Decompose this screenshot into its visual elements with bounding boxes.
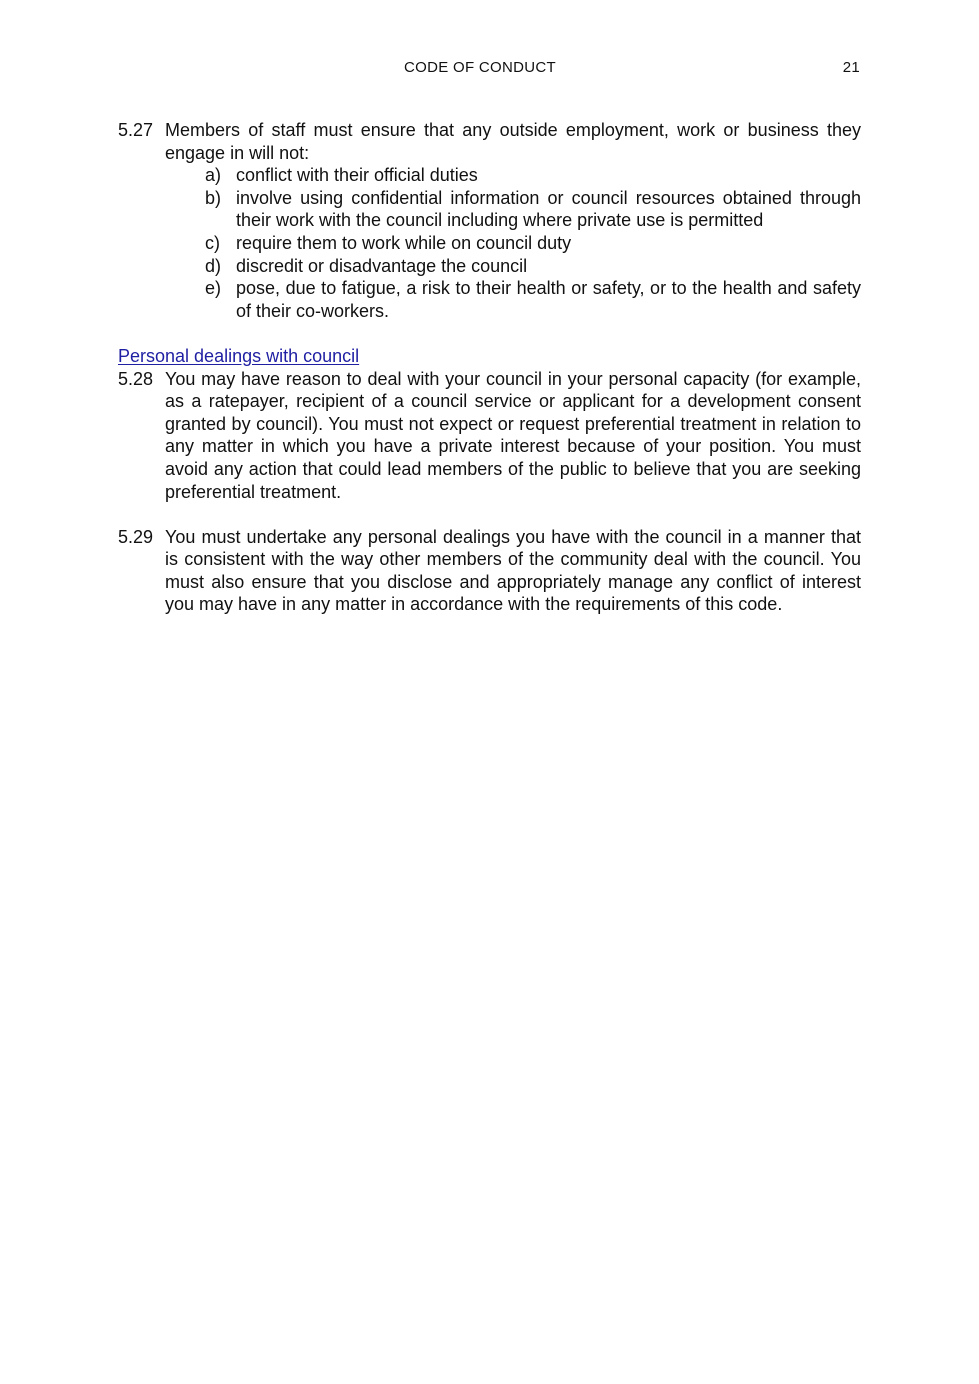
list-item-label: a) (205, 165, 222, 186)
clause-text: You must undertake any personal dealings you have with the council in a manner that is consistent with the way other members of the community deal with the council. You must also ensure that you disclose and appropriately manage any conflict of interest you may have in any matter in accordance with the requirements of this code. (165, 526, 861, 615)
clause-5-27 (118, 119, 861, 322)
list-item-label: b) (205, 187, 222, 208)
clause-body (165, 119, 861, 322)
list-item-label: d) (205, 255, 222, 276)
list-item (205, 232, 861, 255)
clause-text: Members of staff must ensure that any outside employment, work or business they engage in will not: (165, 120, 861, 163)
list-item-text: pose, due to fatigue, a risk to their health or safety, or to the health and safety of their co-workers. (236, 278, 861, 321)
clause-number: 5.27 (118, 120, 154, 140)
list-item-text: conflict with their official duties (236, 165, 478, 186)
spacer (118, 503, 861, 526)
document-title: CODE OF CONDUCT (404, 59, 556, 76)
page-number: 21 (842, 59, 860, 76)
clause-text: You may have reason to deal with your council in your personal capacity (for example, as a ratepayer, recipient of a council service or applicant for a development consent granted by council). You must not expect or request preferential treatment in relation to any matter in which you have a private interest because of your position. You must avoid any action that could lead members of the public to believe that you are seeking preferential treatment. (165, 368, 861, 502)
clause-body (165, 526, 861, 616)
list-item-text: require them to work while on council duty (236, 232, 572, 253)
list-item (205, 255, 861, 278)
spacer (118, 322, 861, 345)
clause-5-29 (118, 526, 861, 616)
list-item-label: c) (205, 232, 220, 253)
clause-number: 5.28 (118, 368, 154, 389)
list-item (205, 164, 861, 187)
list-item-text: discredit or disadvantage the council (236, 255, 528, 276)
running-header (0, 59, 979, 79)
list-item-text: involve using confidential information or council resources obtained through their work with the council including where private use is permitted (236, 187, 861, 231)
clause-body (165, 368, 861, 504)
section-heading: Personal dealings with council (118, 345, 360, 366)
list-item (205, 277, 861, 322)
list-item-label: e) (205, 278, 222, 299)
page-content (118, 119, 861, 616)
sub-item-list (165, 164, 861, 322)
clause-5-28 (118, 368, 861, 504)
clause-number: 5.29 (118, 526, 154, 547)
list-item (205, 187, 861, 232)
